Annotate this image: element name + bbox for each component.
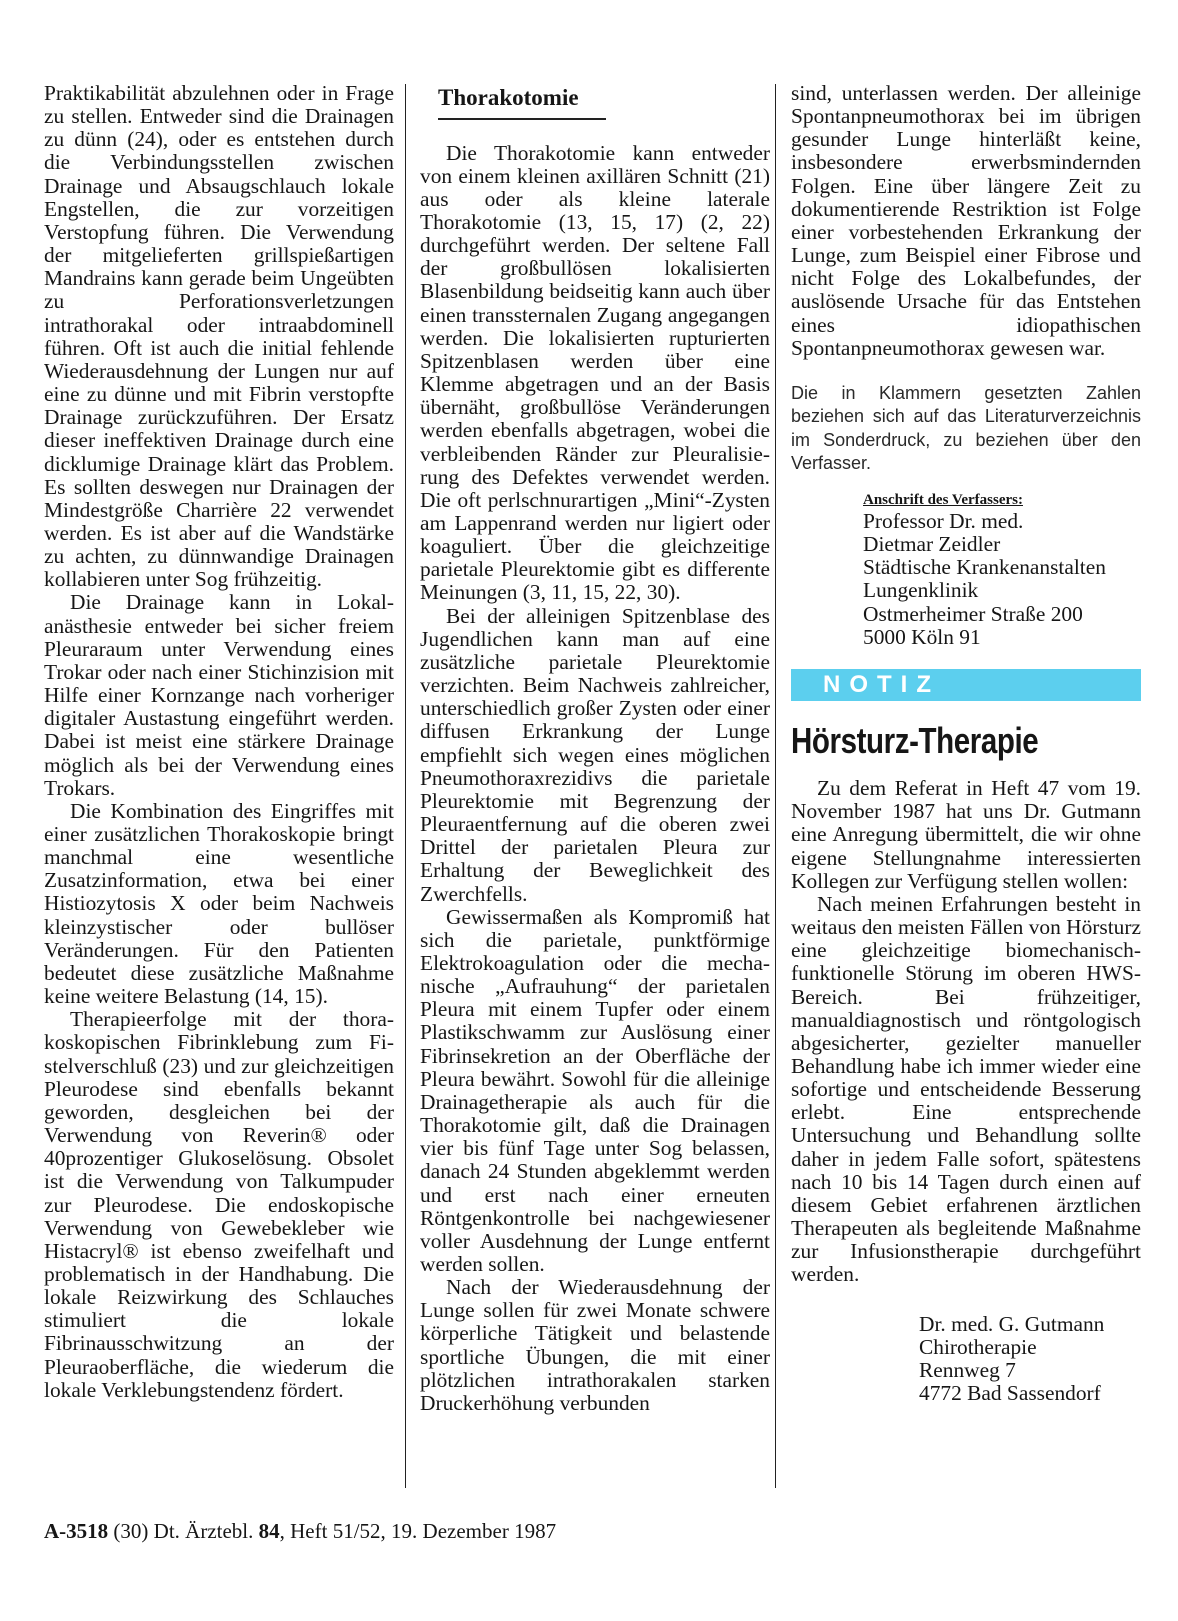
page-number: A-3518 <box>44 1519 109 1543</box>
column-3 <box>791 82 1141 1405</box>
address-line: Professor Dr. med. <box>863 508 1024 533</box>
paragraph: Therapieerfolge mit der thorakoskopischen Fibrinklebung zum Fistelverschluß (23) und zur gleichzeitigen Pleurodese sind ebenfalls bekannt geworden, desgleichen bei der Verwendung von Reverin® oder 40prozentiger Glukoselösung. Obsolet ist die Verwendung von Talkumpuder zur Pleurodese. Die endoskopische Verwendung von Gewebekleber wie Histacryl® ist ebenso zweifelhaft und problematisch in der Handhabung. Die lokale Reizwirkung des Schlauches stimuliert die lokale Fibrinausschwitzung an der Pleuraoberfläche, die wiederum die lokale Verklebungstendenz fördert. <box>44 1007 394 1402</box>
column-1 <box>44 82 394 1402</box>
signature-line: Chirotherapie <box>919 1334 1037 1359</box>
paragraph: Praktikabilität abzulehnen oder in Frage zu stellen. Entweder sind die Drainagen zu dünn (24), oder es entstehen durch die Verbindungsstellen zwischen Drainage und Absaugschlauch lokale Engstellen, die zur vorzeitigen Verstopfung führen. Die Verwendung der mitgelieferten grillspießartigen Mandrains kann gerade beim Ungeübten zu Perforationsverletzungen intrathorakal oder intraabdominell führen. Oft ist auch die initial fehlende Wiederausdehnung der Lungen nur auf eine zu dünne und mit Fibrin verstopfte Drainage zurückzuführen. Der Ersatz dieser ineffektiven Drainage durch eine dicklumige Drainage klärt das Problem. Es sollten deswegen nur Drainagen der Mindestgröße Charrière 22 verwendet werden. Es ist aber auf die Wandstärke zu achten, zu dünnwandige Drainagen kollabieren unter Sog frühzeitig. <box>44 81 394 592</box>
signature-line: Dr. med. G. Gutmann <box>919 1311 1105 1336</box>
paragraph: Nach meinen Erfahrungen besteht in weitaus den meisten Fällen von Hörsturz eine gleichzeitige biomechanisch-funktionelle Störung im oberen HWS-Bereich. Bei frühzeitiger, manualdiagnostisch und röntgologisch abgesicherter, gezielter manueller Behandlung habe ich immer wieder eine sofortige und entscheidende Besserung erlebt. Eine entsprechende Untersuchung und Behandlung sollte daher in jedem Falle sofort, spätestens nach 10 bis 14 Tagen durch einen auf diesem Gebiet erfahrenen ärztlichen Therapeuten als begleitende Maßnahme zur Infusionstherapie durchgeführt werden. <box>791 891 1141 1287</box>
column-divider <box>775 84 776 1488</box>
paragraph: Die Thorakotomie kann entweder von einem kleinen axillären Schnitt (21) aus oder als kleine laterale Thorakotomie (13, 15, 17) (2, 22) durchgeführt werden. Der seltene Fall der großbullösen lokalisierten Blasenbildung beidseitig kann auch über einen transsternalen Zugang angegangen werden. Die lokalisierten rupturierten Spitzenblasen werden über eine Klemme abgetragen und an der Basis übernäht, großbullöse Veränderungen werden ebenfalls abgetragen, wobei die verbleibenden Ränder zur Pleuralisierung des Defektes verwendet werden. Die oft perlschnurartigen „Mini“-Zysten am Lappenrand werden nur ligiert oder koaguliert. Über die gleichzeitige parietale Pleurektomie gibt es differente Meinungen (3, 11, 15, 22, 30). <box>420 140 770 605</box>
address-line: Ostmerheimer Straße 200 <box>863 601 1083 626</box>
address-line: Städtische Krankenanstalten <box>863 555 1106 580</box>
paragraph: sind, unterlassen werden. Der alleinige Spontanpneumothorax bei im übrigen gesunder Lunge hinterläßt keine, insbesondere erwerbsmindernden Folgen. Eine über längere Zeit zu dokumentierende Restriktion ist Folge einer vorbestehenden Erkrankung der Lunge, zum Beispiel einer Fibrose und nicht Folge des Lokalbefundes, der auslösende Ursache für das Entstehen eines idiopathischen Spontanpneumothorax gewesen war. <box>791 81 1141 360</box>
notiz-label: NOTIZ <box>823 671 940 699</box>
address-line: Lungenklinik <box>863 578 979 603</box>
signature-line: Rennweg 7 <box>919 1357 1016 1382</box>
signature-block <box>919 1313 1141 1406</box>
section-heading: Thorakotomie <box>438 85 579 110</box>
column-2 <box>420 82 770 1415</box>
signature-line: 4772 Bad Sassendorf <box>919 1381 1101 1406</box>
column-divider <box>405 84 406 1488</box>
paragraph: Zu dem Referat in Heft 47 vom 19. November 1987 hat uns Dr. Gutmann eine Anregung übermittelt, die wir ohne eigene Stellungnahme interessierten Kollegen zur Verfügung stellen wollen: <box>791 776 1141 893</box>
address-line: 5000 Köln 91 <box>863 624 981 649</box>
journal-ref: (30) Dt. Ärztebl. <box>113 1519 254 1543</box>
journal-volume: 84 <box>258 1519 280 1543</box>
heading-underline <box>438 118 606 120</box>
paragraph: Nach der Wiederausdehnung der Lunge sollen für zwei Monate schwere körperliche Tätigkeit und belastende sportliche Übungen, die mit einer plötzlichen intrathorakalen starken Druckerhöhung verbunden <box>420 1275 770 1415</box>
address-label: Anschrift des Verfassers: <box>863 491 1023 508</box>
journal-issue: , Heft 51/52, 19. Dezember 1987 <box>279 1519 557 1543</box>
paragraph: Gewissermaßen als Kompromiß hat sich die parietale, punktförmige Elektrokoagulation oder die mechanische „Aufrauhung“ der parietalen Pleura mit einem Tupfer oder einem Plastikschwamm zur Auslösung einer Fibrinsekretion an der Oberfläche der Pleura bewährt. Sowohl für die alleinige Drainagetherapie als auch für die Thorakotomie gilt, daß die Drainagen vier bis fünf Tage unter Sog belassen, danach 24 Stunden abgeklemmt werden und erst nach einer erneuten Röntgenkontrolle bei nachgewiesener voller Ausdehnung der Lunge entfernt werden sollen. <box>420 904 770 1276</box>
paragraph: Die Drainage kann in Lokalanästhesie entweder bei sicher freiem Pleuraraum unter Verwendung eines Trokar oder nach einer Stichinzision mit Hilfe einer Kornzange nach vorheriger digitaler Austastung eingeführt werden. Dabei ist meist eine stärkere Drainage möglich als bei der Verwendung eines Trokars. <box>44 590 394 800</box>
page-footer <box>44 1518 556 1544</box>
paragraph: Bei der alleinigen Spitzenblase des Jugendlichen kann man auf eine zusätzliche parietale Pleurektomie verzichten. Beim Nachweis zahlreicher, unterschiedlich großer Zysten oder einer diffusen Erkrankung der Lunge empfiehlt sich wegen eines möglichen Pneumothoraxrezidivs die parietale Pleurektomie mit Begrenzung der Pleuraentfernung auf die oberen zwei Drittel der parietalen Pleura zur Erhaltung der Beweglichkeit des Zwerchfells. <box>420 603 770 906</box>
notiz-banner <box>791 669 1141 701</box>
reference-note: Die in Klammern gesetzten Zahlen beziehen sich auf das Literaturverzeichnis im Sonderdruck, zu beziehen über den Verfasser. <box>791 382 1141 474</box>
article-heading: Hörsturz-Therapie <box>791 720 1039 762</box>
author-address <box>863 490 1141 649</box>
paragraph: Die Kombination des Eingriffes mit einer zusätzlichen Thorakoskopie bringt manchmal eine wesentliche Zusatzinformation, etwa bei einer Histiozytosis X oder beim Nachweis kleinzystischer oder bullöser Veränderungen. Für den Patienten bedeutet diese zusätzliche Maßnahme keine weitere Belastung (14, 15). <box>44 798 394 1009</box>
address-line: Dietmar Zeidler <box>863 532 1001 557</box>
